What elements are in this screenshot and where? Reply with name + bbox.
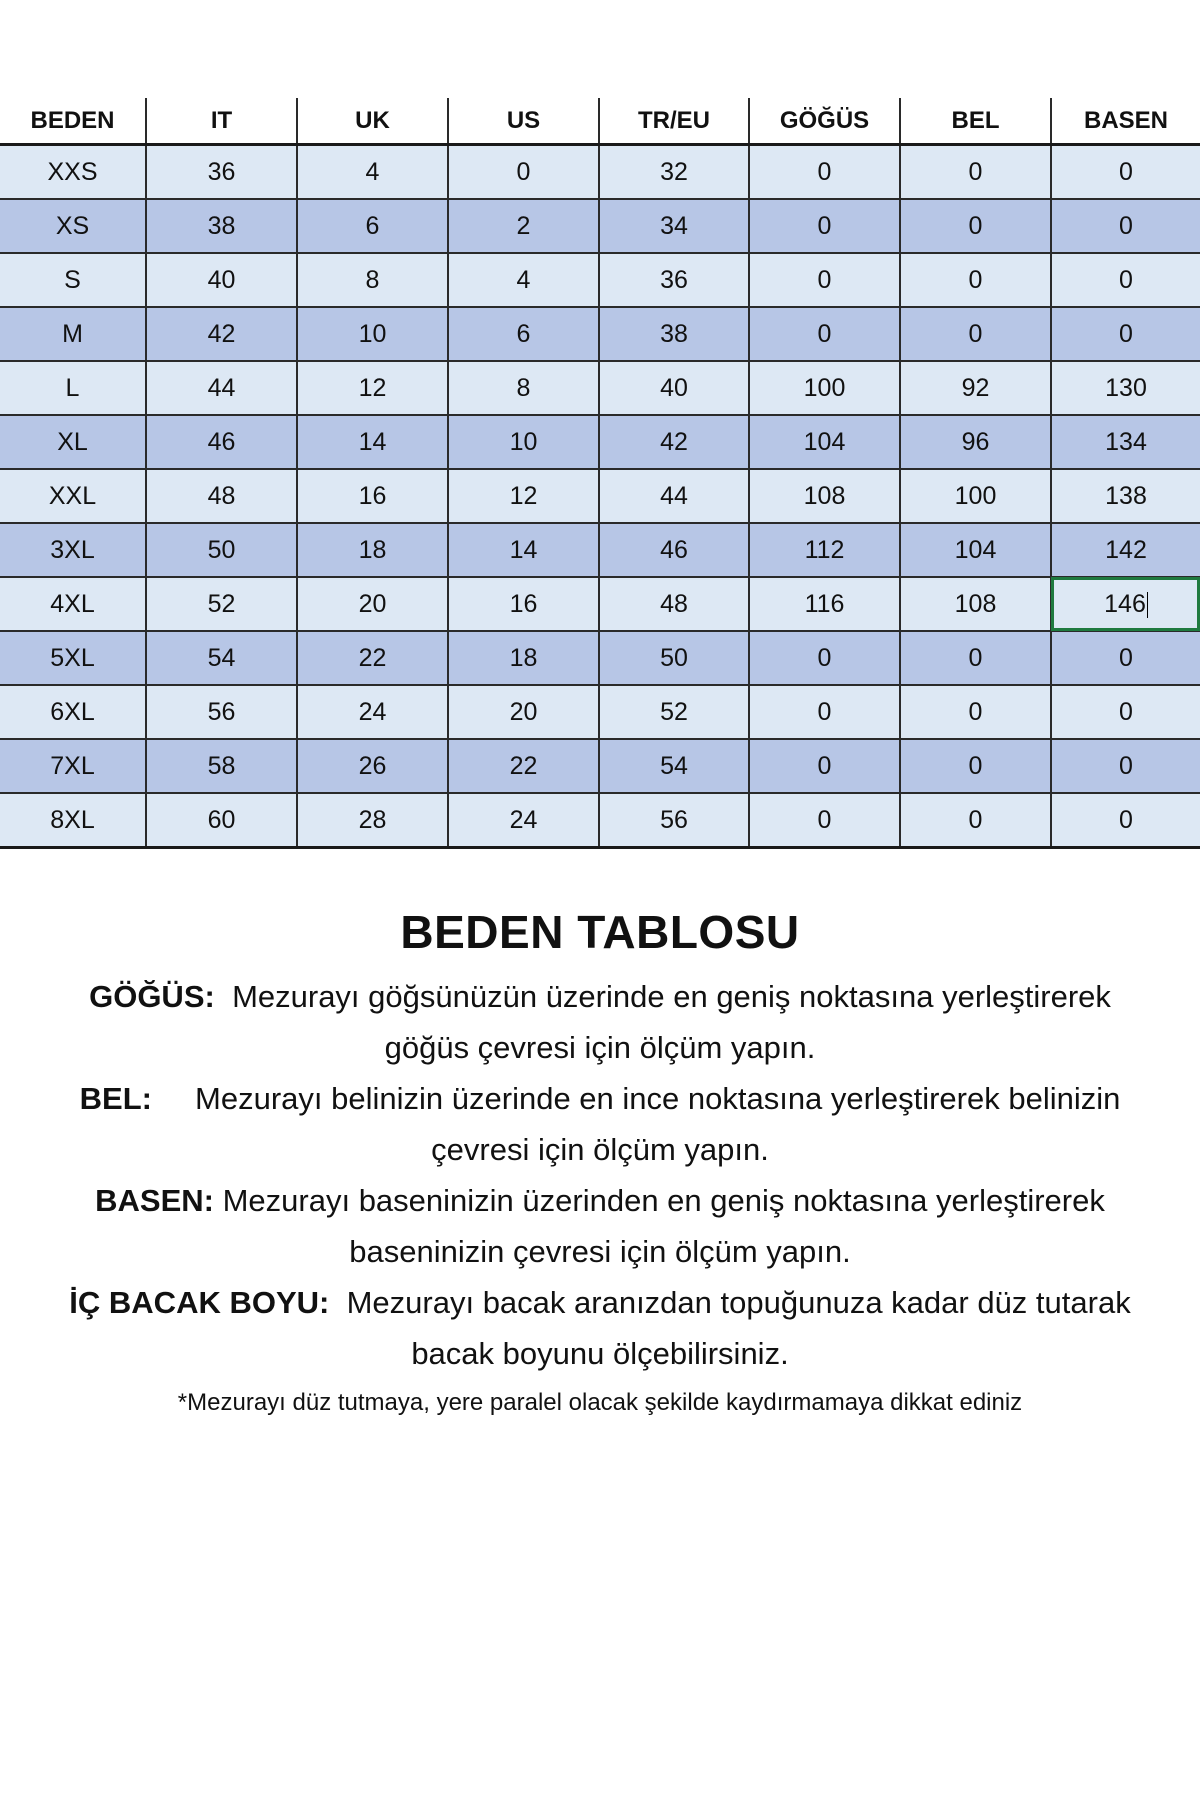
- guide-label: BEL:: [79, 1081, 152, 1116]
- cell-value: 0: [817, 319, 832, 348]
- guide-text: bacak boyunu ölçebilirsiniz.: [411, 1336, 789, 1371]
- table-cell[interactable]: [749, 739, 900, 793]
- guide-entry-gogus: [0, 971, 1200, 1073]
- table-cell[interactable]: [900, 793, 1051, 848]
- cell-value: 3XL: [50, 535, 95, 564]
- cell-value: XXS: [47, 157, 98, 186]
- cell-value: 7XL: [50, 751, 95, 780]
- table-cell[interactable]: [0, 793, 146, 848]
- table-cell[interactable]: [1051, 307, 1200, 361]
- table-cell[interactable]: [448, 523, 599, 577]
- table-cell[interactable]: [297, 415, 448, 469]
- guide-entry-ic-bacak-boyu: [0, 1277, 1200, 1379]
- table-cell[interactable]: [297, 739, 448, 793]
- table-cell[interactable]: [749, 145, 900, 200]
- table-cell[interactable]: [0, 577, 146, 631]
- cell-value: 138: [1105, 481, 1147, 510]
- cell-value: 60: [207, 805, 236, 834]
- cell-value: 44: [660, 481, 688, 510]
- cell-value: 48: [207, 481, 236, 510]
- table-cell[interactable]: [599, 631, 749, 685]
- cell-value: 0: [968, 751, 983, 780]
- cell-value: M: [62, 319, 83, 348]
- table-cell[interactable]: [1051, 361, 1200, 415]
- cell-value: 0: [968, 211, 983, 240]
- table-row: [0, 631, 1200, 685]
- cell-value: 50: [207, 535, 236, 564]
- table-cell[interactable]: [0, 523, 146, 577]
- cell-value: 56: [207, 697, 236, 726]
- cell-value: XL: [57, 427, 88, 456]
- table-row: [0, 307, 1200, 361]
- table-cell[interactable]: [599, 685, 749, 739]
- cell-value: 104: [803, 427, 846, 456]
- table-cell[interactable]: [146, 469, 297, 523]
- cell-value: 46: [660, 535, 688, 564]
- table-cell[interactable]: [448, 793, 599, 848]
- table-row: [0, 523, 1200, 577]
- cell-value: 36: [207, 157, 236, 186]
- table-cell[interactable]: [448, 469, 599, 523]
- cell-value: 142: [1105, 535, 1147, 564]
- cell-value: 8: [516, 373, 531, 402]
- table-cell[interactable]: [1051, 793, 1200, 848]
- table-cell[interactable]: [599, 577, 749, 631]
- table-cell[interactable]: [749, 361, 900, 415]
- table-cell[interactable]: [297, 469, 448, 523]
- table-cell[interactable]: [599, 199, 749, 253]
- header-it[interactable]: IT: [146, 98, 297, 145]
- cell-value: 8: [365, 265, 380, 294]
- header-beden[interactable]: BEDEN: [0, 98, 146, 145]
- table-cell[interactable]: [448, 577, 599, 631]
- cell-value: 12: [509, 481, 538, 510]
- cell-value: 0: [817, 751, 832, 780]
- table-cell[interactable]: [146, 577, 297, 631]
- cell-value: 0: [1119, 697, 1133, 726]
- cell-value: 0: [817, 157, 832, 186]
- table-cell[interactable]: [749, 253, 900, 307]
- table-cell[interactable]: [900, 361, 1051, 415]
- table-cell[interactable]: [749, 199, 900, 253]
- cell-value: 40: [207, 265, 236, 294]
- table-cell[interactable]: [146, 523, 297, 577]
- table-header-row: [0, 98, 1200, 145]
- cell-value: 44: [207, 373, 236, 402]
- table-cell[interactable]: [1051, 523, 1200, 577]
- cell-value: 0: [1119, 751, 1133, 780]
- cell-value: 20: [358, 589, 387, 618]
- table-cell[interactable]: [297, 793, 448, 848]
- table-cell[interactable]: [749, 631, 900, 685]
- table-cell[interactable]: [0, 469, 146, 523]
- guide-label: BASEN:: [95, 1183, 214, 1218]
- cell-value: S: [64, 265, 81, 294]
- table-cell[interactable]: [297, 307, 448, 361]
- table-row: [0, 469, 1200, 523]
- cell-value: 10: [509, 427, 538, 456]
- table-row: [0, 145, 1200, 200]
- table-cell[interactable]: [297, 631, 448, 685]
- cell-value: 34: [660, 211, 688, 240]
- cell-value: 130: [1105, 373, 1147, 402]
- guide-text: göğüs çevresi için ölçüm yapın.: [384, 1030, 816, 1065]
- table-cell[interactable]: [1051, 739, 1200, 793]
- cell-value: 8XL: [50, 805, 95, 834]
- cell-value: 14: [358, 427, 387, 456]
- cell-value: 16: [358, 481, 387, 510]
- table-cell[interactable]: [900, 577, 1051, 631]
- cell-value: 0: [817, 643, 832, 672]
- table-cell[interactable]: [900, 253, 1051, 307]
- cell-value: 0: [817, 265, 832, 294]
- cell-value: 18: [358, 535, 387, 564]
- table-cell[interactable]: [749, 577, 900, 631]
- cell-value: 48: [660, 589, 688, 618]
- cell-value: 32: [660, 157, 688, 186]
- cell-value: 100: [803, 373, 846, 402]
- cell-value: 0: [1119, 265, 1133, 294]
- table-cell[interactable]: [900, 523, 1051, 577]
- table-cell[interactable]: [599, 469, 749, 523]
- table-cell[interactable]: [599, 523, 749, 577]
- table-cell[interactable]: [146, 199, 297, 253]
- cell-value: 18: [509, 643, 538, 672]
- table-cell[interactable]: [448, 145, 599, 200]
- table-cell[interactable]: [146, 739, 297, 793]
- cell-value: 52: [207, 589, 236, 618]
- cell-value: 4XL: [50, 589, 95, 618]
- guide-text: Mezurayı göğsünüzün üzerinde en geniş noktasına yerleştirerek: [232, 979, 1111, 1014]
- cell-value: 12: [358, 373, 387, 402]
- cell-value: 38: [207, 211, 236, 240]
- table-cell[interactable]: [0, 739, 146, 793]
- table-cell[interactable]: [599, 739, 749, 793]
- cell-value: 108: [954, 589, 997, 618]
- table-cell[interactable]: [297, 145, 448, 200]
- cell-value: 24: [358, 697, 387, 726]
- table-cell[interactable]: [900, 199, 1051, 253]
- table-cell[interactable]: [0, 145, 146, 200]
- table-cell[interactable]: [599, 361, 749, 415]
- table-cell[interactable]: [1051, 199, 1200, 253]
- cell-value: 22: [358, 643, 387, 672]
- table-cell[interactable]: [448, 361, 599, 415]
- cell-value: 16: [509, 589, 538, 618]
- cell-value: 26: [358, 751, 387, 780]
- table-cell[interactable]: [448, 253, 599, 307]
- table-cell[interactable]: [1051, 415, 1200, 469]
- table-cell[interactable]: [146, 145, 297, 200]
- table-cell[interactable]: [146, 307, 297, 361]
- guide-label: İÇ BACAK BOYU:: [69, 1285, 330, 1320]
- table-cell[interactable]: [900, 469, 1051, 523]
- cell-value: 42: [660, 427, 688, 456]
- table-cell[interactable]: [0, 199, 146, 253]
- table-cell[interactable]: [749, 307, 900, 361]
- cell-value: 0: [1119, 643, 1133, 672]
- table-row: [0, 577, 1200, 631]
- table-row: [0, 685, 1200, 739]
- selected-cell[interactable]: [1051, 577, 1200, 631]
- cell-value: 0: [968, 157, 983, 186]
- cell-value: 2: [516, 211, 531, 240]
- table-cell[interactable]: [599, 793, 749, 848]
- guide-entry-bel: [0, 1073, 1200, 1175]
- table-body: [0, 145, 1200, 848]
- table-cell[interactable]: [0, 415, 146, 469]
- cell-value: 6: [365, 211, 380, 240]
- cell-value: 0: [968, 319, 983, 348]
- header-us[interactable]: US: [448, 98, 599, 145]
- cell-value: 0: [1119, 805, 1133, 834]
- cell-value: 108: [803, 481, 846, 510]
- cell-value: 0: [817, 697, 832, 726]
- table-cell[interactable]: [749, 469, 900, 523]
- cell-value: 50: [660, 643, 688, 672]
- table-cell[interactable]: [0, 361, 146, 415]
- table-cell[interactable]: [599, 145, 749, 200]
- table-cell[interactable]: [0, 253, 146, 307]
- cell-value: 0: [968, 805, 983, 834]
- cell-value: 52: [660, 697, 688, 726]
- cell-value: 0: [968, 697, 983, 726]
- text-cursor: [1147, 592, 1148, 618]
- table-cell[interactable]: [146, 361, 297, 415]
- cell-value: XXL: [48, 481, 97, 510]
- table-cell[interactable]: [599, 415, 749, 469]
- cell-value: 0: [1119, 319, 1133, 348]
- cell-value: 0: [817, 211, 832, 240]
- cell-value: 56: [660, 805, 688, 834]
- cell-value: 10: [358, 319, 387, 348]
- cell-value: 42: [207, 319, 236, 348]
- table-row: [0, 793, 1200, 848]
- cell-value: XS: [55, 211, 90, 240]
- table-row: [0, 361, 1200, 415]
- table-cell[interactable]: [297, 253, 448, 307]
- table-cell[interactable]: [900, 685, 1051, 739]
- table-cell[interactable]: [1051, 631, 1200, 685]
- cell-value: 116: [804, 589, 845, 618]
- table-row: [0, 415, 1200, 469]
- table-cell[interactable]: [448, 739, 599, 793]
- cell-value: 46: [207, 427, 236, 456]
- cell-value: 40: [660, 373, 688, 402]
- table-cell[interactable]: [1051, 145, 1200, 200]
- table-cell[interactable]: [297, 199, 448, 253]
- cell-value: 0: [968, 265, 983, 294]
- guide-text: çevresi için ölçüm yapın.: [431, 1132, 769, 1167]
- table-cell[interactable]: [448, 685, 599, 739]
- cell-value: 146: [1104, 589, 1146, 618]
- table-cell[interactable]: [0, 307, 146, 361]
- guide-text: Mezurayı baseninizin üzerinden en geniş noktasına yerleştirerek: [222, 1183, 1105, 1218]
- cell-value: 0: [516, 157, 531, 186]
- guide-entry-basen: [0, 1175, 1200, 1277]
- table-cell[interactable]: [146, 631, 297, 685]
- cell-value: 54: [207, 643, 236, 672]
- table-cell[interactable]: [900, 307, 1051, 361]
- cell-value: 20: [509, 697, 538, 726]
- table-cell[interactable]: [900, 631, 1051, 685]
- table-cell[interactable]: [749, 793, 900, 848]
- cell-value: 28: [358, 805, 387, 834]
- header-gogus[interactable]: GÖĞÜS: [749, 98, 900, 145]
- header-tr-eu[interactable]: TR/EU: [599, 98, 749, 145]
- table-cell[interactable]: [448, 307, 599, 361]
- guide-text: Mezurayı belinizin üzerinde en ince noktasına yerleştirerek belinizin: [195, 1081, 1121, 1116]
- table-cell[interactable]: [749, 523, 900, 577]
- header-basen[interactable]: BASEN: [1051, 98, 1200, 145]
- table-cell[interactable]: [900, 145, 1051, 200]
- table-cell[interactable]: [448, 199, 599, 253]
- cell-value: L: [65, 373, 80, 402]
- table-cell[interactable]: [0, 631, 146, 685]
- size-chart-table: [0, 98, 1200, 849]
- table-cell[interactable]: [146, 685, 297, 739]
- table-cell[interactable]: [599, 253, 749, 307]
- cell-value: 100: [954, 481, 997, 510]
- cell-value: 0: [968, 643, 983, 672]
- cell-value: 0: [1119, 157, 1133, 186]
- table-cell[interactable]: [146, 415, 297, 469]
- table-cell[interactable]: [297, 577, 448, 631]
- cell-value: 4: [516, 265, 531, 294]
- measurement-guide: [0, 905, 1200, 1417]
- table-cell[interactable]: [1051, 469, 1200, 523]
- guide-text: Mezurayı bacak aranızdan topuğunuza kadar düz tutarak: [346, 1285, 1131, 1320]
- table-row: [0, 253, 1200, 307]
- table-cell[interactable]: [448, 631, 599, 685]
- table-cell[interactable]: [297, 685, 448, 739]
- table-cell[interactable]: [599, 307, 749, 361]
- table-row: [0, 739, 1200, 793]
- cell-value: 6XL: [50, 697, 95, 726]
- cell-value: 6: [516, 319, 531, 348]
- cell-value: 22: [509, 751, 538, 780]
- cell-value: 38: [660, 319, 688, 348]
- header-bel[interactable]: BEL: [900, 98, 1051, 145]
- table-cell[interactable]: [749, 685, 900, 739]
- table-cell[interactable]: [900, 415, 1051, 469]
- cell-value: 24: [509, 805, 538, 834]
- cell-value: 134: [1105, 427, 1147, 456]
- table-cell[interactable]: [146, 253, 297, 307]
- table-cell[interactable]: [297, 361, 448, 415]
- table-cell[interactable]: [749, 415, 900, 469]
- cell-value: 0: [1119, 211, 1133, 240]
- header-uk[interactable]: UK: [297, 98, 448, 145]
- cell-value: 54: [660, 751, 688, 780]
- table-cell[interactable]: [1051, 685, 1200, 739]
- cell-value: 0: [817, 805, 832, 834]
- cell-value: 112: [804, 535, 845, 564]
- cell-value: 4: [365, 157, 380, 186]
- table-row: [0, 199, 1200, 253]
- table-cell[interactable]: [1051, 253, 1200, 307]
- cell-value: 36: [660, 265, 688, 294]
- guide-label: GÖĞÜS:: [89, 979, 215, 1014]
- guide-note: *Mezurayı düz tutmaya, yere paralel olacak şekilde kaydırmamaya dikkat ediniz: [177, 1389, 1023, 1416]
- guide-text: baseninizin çevresi için ölçüm yapın.: [349, 1234, 851, 1269]
- cell-value: 92: [961, 373, 990, 402]
- guide-title: BEDEN TABLOSU: [400, 906, 800, 958]
- table-cell[interactable]: [146, 793, 297, 848]
- table-cell[interactable]: [448, 415, 599, 469]
- cell-value: 5XL: [50, 643, 95, 672]
- cell-value: 58: [207, 751, 236, 780]
- cell-value: 104: [954, 535, 997, 564]
- table-cell[interactable]: [900, 739, 1051, 793]
- cell-value: 14: [509, 535, 538, 564]
- table-cell[interactable]: [297, 523, 448, 577]
- cell-value: 96: [961, 427, 990, 456]
- table-cell[interactable]: [0, 685, 146, 739]
